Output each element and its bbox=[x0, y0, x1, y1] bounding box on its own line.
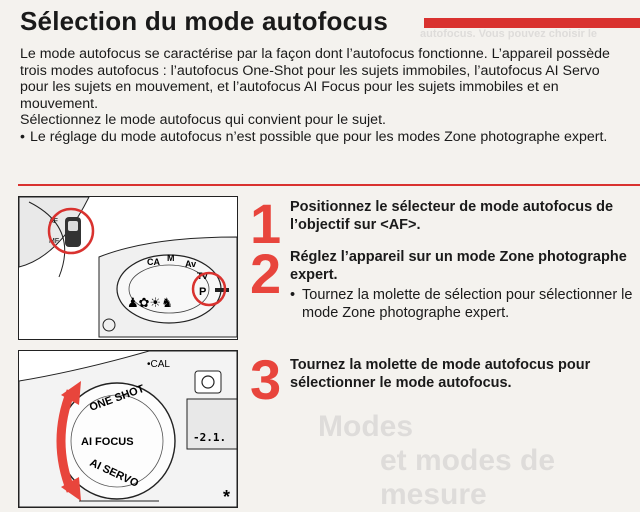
section-divider bbox=[18, 184, 640, 186]
figure-lens-and-mode-dial bbox=[18, 196, 238, 340]
lcd-value: -2.1. bbox=[193, 431, 227, 444]
switch-label-mf: MF bbox=[49, 238, 60, 245]
dial-label-ai-servo: AI SERVO bbox=[87, 456, 141, 490]
step-2-sub-text: Tournez la molette de sélection pour sélectionner le mode Zone photographe expert. bbox=[302, 287, 633, 321]
bullet-dot: • bbox=[290, 287, 296, 303]
intro-bullet bbox=[20, 129, 630, 146]
af-switch-knob bbox=[68, 221, 78, 231]
dial-label-p: P bbox=[199, 286, 207, 298]
ghost-text-bottom-1: Modes bbox=[318, 410, 414, 443]
dial-label-av: Av bbox=[185, 259, 197, 269]
camera-illustration-1 bbox=[19, 197, 237, 339]
step-3 bbox=[290, 356, 635, 392]
step-3-number: 3 bbox=[250, 348, 282, 411]
intro-bullet-text: Le réglage du mode autofocus n’est possible que pour les modes Zone photographe expert. bbox=[30, 128, 608, 145]
step-3-text: Tournez la molette de mode autofocus pour sélectionner le mode autofocus. bbox=[290, 357, 591, 391]
step-2 bbox=[290, 248, 635, 322]
intro-section bbox=[20, 46, 630, 146]
ghost-text-top: autofocus. Vous pouvez choisir le bbox=[420, 28, 598, 40]
dial-label-ca: CA bbox=[147, 257, 160, 267]
cal-label: •CAL bbox=[147, 359, 170, 370]
figure-af-mode-dial bbox=[18, 350, 238, 508]
switch-label-af: AF bbox=[49, 218, 58, 225]
step-1-number: 1 bbox=[250, 192, 282, 255]
intro-instruction: Sélectionnez le mode autofocus qui convient pour le sujet. bbox=[20, 112, 386, 129]
step-2-text: Réglez l’appareil sur un mode Zone photographe expert. bbox=[290, 249, 627, 283]
step-1 bbox=[290, 198, 635, 234]
dial-label-one-shot: ONE SHOT bbox=[87, 382, 147, 414]
bullet-dot: • bbox=[20, 128, 25, 145]
metering-button bbox=[195, 371, 221, 393]
asterisk-button-label: * bbox=[223, 487, 231, 507]
dial-pictogram-icons: ♟✿☀♞ bbox=[127, 296, 173, 311]
ghost-text-bottom-2: et modes de mesure bbox=[380, 444, 556, 511]
step-1-text: Positionnez le sélecteur de mode autofocus de l’objectif sur <AF>. bbox=[290, 199, 614, 233]
camera-illustration-2 bbox=[19, 351, 237, 507]
dial-label-ai-focus: AI FOCUS bbox=[81, 436, 134, 448]
page-title: Sélection du mode autofocus bbox=[20, 6, 388, 36]
step-2-number: 2 bbox=[250, 242, 282, 305]
dial-index-mark bbox=[215, 288, 229, 292]
dial-label-tv: Tv bbox=[197, 271, 208, 281]
step-2-bullet bbox=[290, 286, 635, 322]
intro-paragraph: Le mode autofocus se caractérise par la façon dont l’autofocus fonctionne. L’appareil possède trois modes autofocus : l’autofocus One-Shot pour les sujets immobiles, l’autofocus AI Servo pour les sujets en mouvement, et l’autofocus AI Focus pour les sujets immobiles et en mouvement. bbox=[20, 46, 610, 112]
dial-label-m: M bbox=[167, 253, 175, 263]
title-accent-bar bbox=[424, 18, 640, 28]
